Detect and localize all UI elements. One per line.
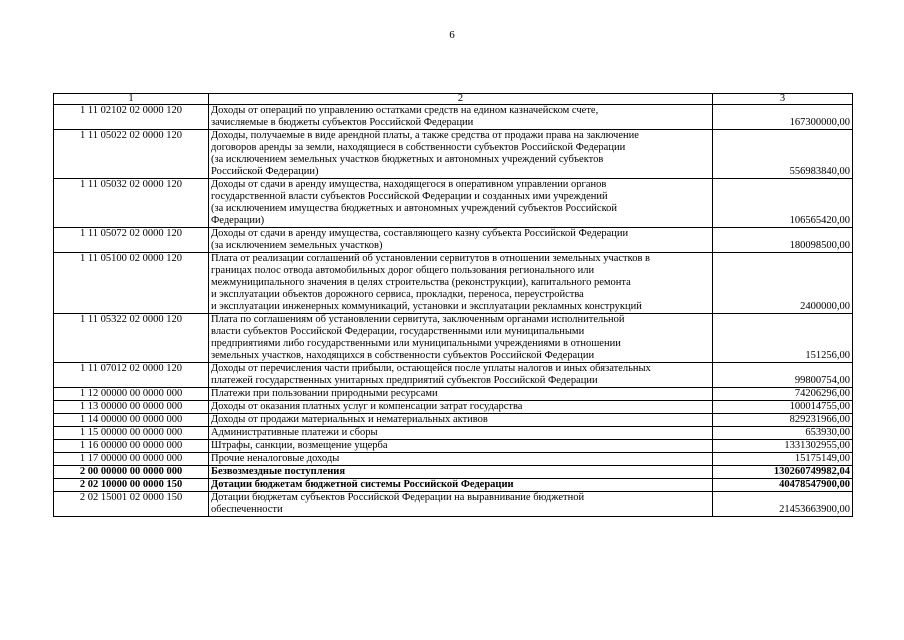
table-row [54, 253, 853, 314]
description-line: Безвозмездные поступления [211, 466, 346, 477]
table-row [54, 492, 853, 517]
column-header-amount: 3 [713, 94, 853, 105]
row-amount: 15175149,00 [713, 453, 853, 466]
row-description [209, 228, 713, 253]
row-code: 2 02 10000 00 0000 150 [54, 479, 209, 492]
description-line: договоров аренды за земли, находящиеся в собственности субъектов Российской Федерации [211, 142, 626, 153]
row-code: 1 13 00000 00 0000 000 [54, 401, 209, 414]
description-line: и эксплуатации инженерных коммуникаций, установки и эксплуатации рекламных конструкций [211, 301, 642, 312]
row-code: 1 17 00000 00 0000 000 [54, 453, 209, 466]
table-row [54, 453, 853, 466]
row-code: 1 15 00000 00 0000 000 [54, 427, 209, 440]
table-row [54, 363, 853, 388]
description-line: зачисляемые в бюджеты субъектов Российской Федерации [211, 117, 474, 128]
row-amount: 1331302955,00 [713, 440, 853, 453]
row-amount: 180098500,00 [713, 228, 853, 253]
description-line: (за исключением земельных участков бюджетных и автономных учреждений субъектов [211, 154, 604, 165]
description-line: обеспеченности [211, 504, 283, 515]
description-line: Доходы от операций по управлению остатками средств на едином казначейском счете, [211, 105, 599, 116]
description-line: Доходы от сдачи в аренду имущества, находящегося в оперативном управлении органов [211, 179, 607, 190]
description-line: Штрафы, санкции, возмещение ущерба [211, 440, 388, 451]
row-code: 1 11 05322 02 0000 120 [54, 314, 209, 363]
table-row [54, 440, 853, 453]
row-amount: 556983840,00 [713, 130, 853, 179]
table-row [54, 314, 853, 363]
row-description [209, 427, 713, 440]
row-description [209, 466, 713, 479]
description-line: Доходы, получаемые в виде арендной платы, а также средства от продажи права на заключение [211, 130, 639, 141]
row-description [209, 130, 713, 179]
row-description [209, 453, 713, 466]
table-row [54, 179, 853, 228]
row-amount: 74206296,00 [713, 388, 853, 401]
row-code: 1 11 05022 02 0000 120 [54, 130, 209, 179]
description-line: Административные платежи и сборы [211, 427, 378, 438]
description-line: Доходы от продажи материальных и нематериальных активов [211, 414, 488, 425]
description-line: Плата по соглашениям об установлении сервитута, заключенным органами исполнительной [211, 314, 625, 325]
table-row [54, 401, 853, 414]
row-description [209, 105, 713, 130]
row-description [209, 314, 713, 363]
row-code: 2 00 00000 00 0000 000 [54, 466, 209, 479]
row-code: 1 11 05100 02 0000 120 [54, 253, 209, 314]
table-row [54, 479, 853, 492]
description-line: Прочие неналоговые доходы [211, 453, 340, 464]
row-code: 2 02 15001 02 0000 150 [54, 492, 209, 517]
row-code: 1 14 00000 00 0000 000 [54, 414, 209, 427]
row-code: 1 16 00000 00 0000 000 [54, 440, 209, 453]
table-row [54, 466, 853, 479]
row-amount: 829231966,00 [713, 414, 853, 427]
description-line: Доходы от сдачи в аренду имущества, составляющего казну субъекта Российской Федерации [211, 228, 629, 239]
table-row [54, 414, 853, 427]
table-header-row [54, 94, 853, 105]
description-line: Плата от реализации соглашений об установлении сервитутов в отношении земельных участков в [211, 253, 650, 264]
row-amount: 99800754,00 [713, 363, 853, 388]
description-line: власти субъектов Российской Федерации, государственными или муниципальными [211, 326, 585, 337]
row-description [209, 414, 713, 427]
description-line: Дотации бюджетам бюджетной системы Российской Федерации [211, 479, 514, 490]
table-row [54, 105, 853, 130]
row-amount: 167300000,00 [713, 105, 853, 130]
table-row [54, 427, 853, 440]
row-description [209, 363, 713, 388]
description-line: и эксплуатации объектов дорожного сервиса, прокладки, переноса, переустройства [211, 289, 584, 300]
column-header-name: 2 [209, 94, 713, 105]
row-amount: 151256,00 [713, 314, 853, 363]
page-number: 6 [449, 29, 455, 41]
row-code: 1 11 05032 02 0000 120 [54, 179, 209, 228]
row-amount: 21453663900,00 [713, 492, 853, 517]
row-amount: 100014755,00 [713, 401, 853, 414]
row-description [209, 179, 713, 228]
description-line: Российской Федерации) [211, 166, 319, 177]
description-line: государственной власти субъектов Российской Федерации и созданных ими учреждений [211, 191, 608, 202]
row-code: 1 11 05072 02 0000 120 [54, 228, 209, 253]
row-description [209, 479, 713, 492]
row-code: 1 12 00000 00 0000 000 [54, 388, 209, 401]
row-amount: 106565420,00 [713, 179, 853, 228]
description-line: Федерации) [211, 215, 265, 226]
row-description [209, 401, 713, 414]
table-row [54, 130, 853, 179]
row-amount: 2400000,00 [713, 253, 853, 314]
row-amount: 130260749982,04 [713, 466, 853, 479]
description-line: межмуниципального значения в целях строительства (реконструкции), капитального ремонта [211, 277, 631, 288]
description-line: Дотации бюджетам субъектов Российской Федерации на выравнивание бюджетной [211, 492, 585, 503]
row-description [209, 388, 713, 401]
row-code: 1 11 02102 02 0000 120 [54, 105, 209, 130]
description-line: (за исключением имущества бюджетных и автономных учреждений субъектов Российской [211, 203, 618, 214]
description-line: Доходы от оказания платных услуг и компенсации затрат государства [211, 401, 523, 412]
row-description [209, 440, 713, 453]
description-line: границах полос отвода автомобильных дорог общего пользования регионального или [211, 265, 595, 276]
description-line: Платежи при пользовании природными ресурсами [211, 388, 438, 399]
row-description [209, 253, 713, 314]
table-row [54, 388, 853, 401]
description-line: (за исключением земельных участков) [211, 240, 383, 251]
row-amount: 40478547900,00 [713, 479, 853, 492]
description-line: предприятиями либо государственными или муниципальными учреждениями в отношении [211, 338, 621, 349]
row-description [209, 492, 713, 517]
description-line: Доходы от перечисления части прибыли, остающейся после уплаты налогов и иных обязательных [211, 363, 651, 374]
revenue-table [53, 93, 853, 517]
description-line: платежей государственных унитарных предприятий субъектов Российской Федерации [211, 375, 598, 386]
row-code: 1 11 07012 02 0000 120 [54, 363, 209, 388]
description-line: земельных участков, находящихся в собственности субъектов Российской Федерации [211, 350, 595, 361]
row-amount: 653930,00 [713, 427, 853, 440]
column-header-code: 1 [54, 94, 209, 105]
table-body [54, 94, 853, 517]
table-row [54, 228, 853, 253]
